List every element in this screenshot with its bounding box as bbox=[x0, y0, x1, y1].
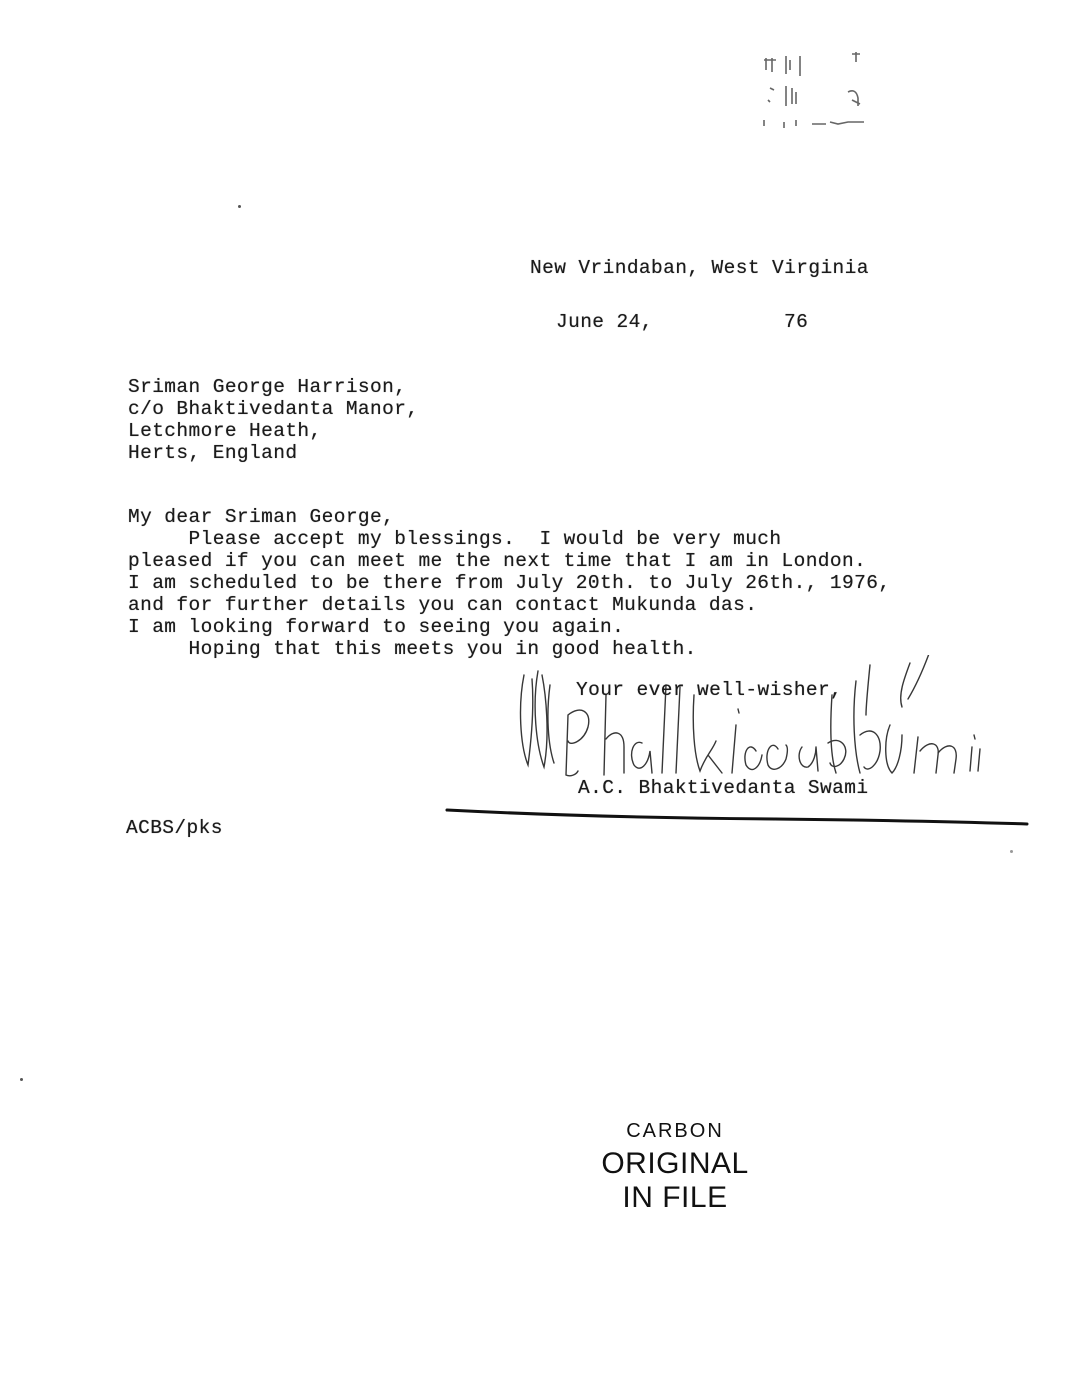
reference-initials: ACBS/pks bbox=[126, 817, 223, 839]
address-line: Sriman George Harrison, bbox=[128, 376, 407, 398]
body-line: I am scheduled to be there from July 20th. to July 26th., 1976, bbox=[128, 572, 891, 594]
body-line: pleased if you can meet me the next time that I am in London. bbox=[128, 550, 867, 572]
body-line: and for further details you can contact Mukunda das. bbox=[128, 594, 758, 616]
valediction: Your ever well-wisher, bbox=[576, 679, 843, 701]
letter-place: New Vrindaban, West Virginia bbox=[530, 257, 869, 279]
body-line: Please accept my blessings. I would be very much bbox=[128, 528, 782, 550]
carbon-stamp bbox=[600, 1115, 750, 1215]
carbon-stamp-line: CARBON bbox=[626, 1120, 724, 1142]
signature-underline bbox=[445, 800, 1030, 830]
signatory-name: A.C. Bhaktivedanta Swami bbox=[578, 777, 869, 799]
carbon-stamp-line: ORIGINAL bbox=[601, 1147, 749, 1180]
recipient-address bbox=[128, 376, 418, 464]
letter-year: 76 bbox=[784, 311, 809, 333]
body-line: Hoping that this meets you in good health. bbox=[128, 638, 697, 660]
letter-body bbox=[128, 506, 890, 660]
scan-speck bbox=[20, 1078, 23, 1081]
address-line: c/o Bhaktivedanta Manor, bbox=[128, 398, 419, 420]
body-line: I am looking forward to seeing you again. bbox=[128, 616, 625, 638]
filed-stamp-icon bbox=[756, 48, 876, 138]
scan-speck bbox=[1010, 850, 1013, 853]
salutation: My dear Sriman George, bbox=[128, 506, 395, 528]
letter-date: June 24, bbox=[556, 311, 653, 333]
scan-speck bbox=[238, 205, 241, 208]
address-line: Letchmore Heath, bbox=[128, 420, 322, 442]
address-line: Herts, England bbox=[128, 442, 298, 464]
carbon-stamp-line: IN FILE bbox=[622, 1181, 728, 1214]
